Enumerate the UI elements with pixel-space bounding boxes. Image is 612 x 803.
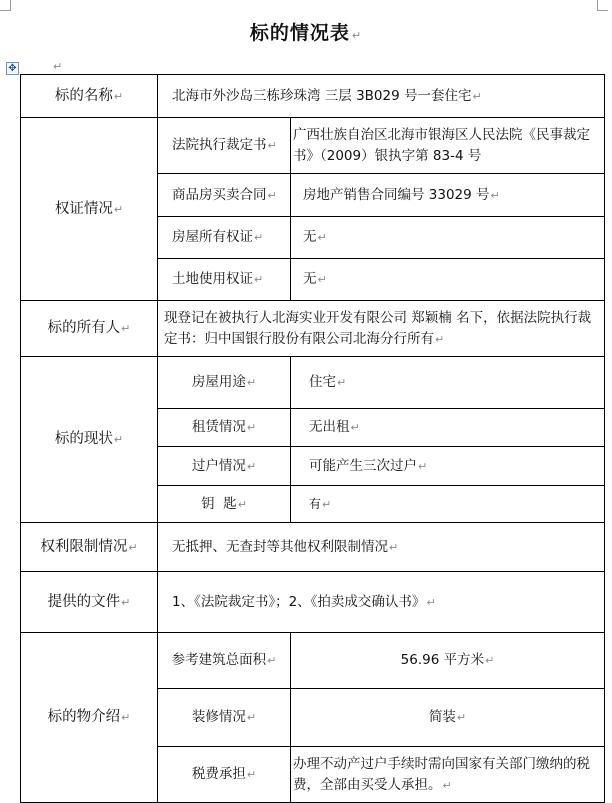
cert-item-label: 法院执行裁定书 [172, 137, 267, 153]
owner-value: 现登记在被执行人北海实业开发有限公司 郑颖楠 名下，依据法院执行裁定书：归中国银行股份有限公司北海分行所有 [164, 309, 592, 347]
owner-value-cell [158, 301, 605, 357]
cert-item-label: 房屋所有权证 [172, 229, 253, 245]
cert-item-value: 广西壮族自治区北海市银海区人民法院《民事裁定书》（2009）银执字第 83-4 号 [293, 126, 590, 164]
paragraph-mark: ↵ [418, 459, 428, 473]
status-item-label-cell [158, 447, 291, 486]
docs-value: 1、《法院裁定书》；2、《拍卖成交确认书》 [172, 593, 426, 610]
intro-item-value: 56.96 平方米 [400, 652, 485, 668]
table-move-handle-icon[interactable]: ✥ [6, 62, 19, 75]
cert-item-value: 房地产销售合同编号 33029 号 [303, 186, 490, 203]
name-value-cell [158, 75, 605, 118]
status-item-label: 钥 匙 [201, 495, 237, 512]
paragraph-mark: ↵ [337, 376, 347, 389]
name-label-cell [21, 75, 158, 118]
paragraph-mark: ↵ [254, 231, 264, 244]
crop-mark-top-left [0, 0, 11, 11]
paragraph-mark: ↵ [246, 711, 257, 724]
paragraph-mark: ↵ [267, 139, 277, 152]
paragraph-mark: ↵ [351, 29, 363, 42]
restriction-value: 无抵押、无查封等其他权利限制情况 [172, 538, 388, 555]
name-value: 北海市外沙岛三栋珍珠湾 三层 3B029 号一套住宅 [172, 87, 472, 104]
paragraph-mark: ↵ [442, 778, 452, 792]
paragraph-mark: ↵ [121, 711, 131, 724]
paragraph-mark: ↵ [113, 89, 124, 103]
paragraph-mark: ↵ [121, 595, 131, 609]
restriction-value-cell [158, 523, 605, 572]
table-row [21, 357, 605, 409]
intro-label: 标的物介绍 [47, 709, 121, 725]
cert-item-value: 无 [303, 271, 317, 287]
title-text: 标的情况表 [249, 22, 350, 44]
cert-item-value: 无 [303, 229, 317, 245]
status-item-value-cell [291, 409, 605, 447]
paragraph-mark: ↵ [267, 654, 277, 667]
cert-item-value-cell [291, 217, 605, 259]
intro-item-value-cell [291, 689, 605, 747]
status-item-label-cell [158, 409, 291, 447]
paragraph-mark: ↵ [121, 322, 131, 335]
paragraph-mark: ↵ [53, 60, 63, 73]
table-row [21, 633, 605, 689]
paragraph-mark: ↵ [322, 497, 332, 511]
status-item-value-cell [291, 486, 605, 523]
intro-item-label: 参考建筑总面积 [171, 652, 267, 668]
status-item-label: 过户情况 [191, 457, 246, 474]
table-row [21, 75, 605, 118]
status-label-cell [21, 357, 158, 523]
status-item-value-cell [291, 447, 605, 486]
property-info-table [20, 74, 605, 803]
name-label: 标的名称 [54, 87, 113, 104]
table-row [21, 572, 605, 633]
intro-item-label: 税费承担 [191, 766, 246, 782]
owner-label-cell [21, 301, 158, 357]
cert-item-value-cell [291, 118, 605, 174]
status-item-label: 租赁情况 [191, 419, 246, 435]
table-row [21, 301, 605, 357]
paragraph-mark: ↵ [317, 231, 327, 244]
status-item-value-cell [291, 357, 605, 409]
paragraph-mark: ↵ [246, 421, 257, 434]
status-item-value: 可能产生三次过户 [309, 457, 417, 474]
intro-item-label: 装修情况 [191, 709, 246, 725]
table-row [21, 523, 605, 572]
intro-item-value-cell [291, 633, 605, 689]
table-row [21, 118, 605, 174]
intro-item-label-cell [158, 633, 291, 689]
status-item-value: 有 [309, 496, 322, 511]
status-item-value: 无出租 [309, 419, 350, 435]
paragraph-mark: ↵ [426, 595, 436, 609]
restriction-label: 权利限制情况 [40, 538, 128, 555]
status-item-label: 房屋用途 [191, 374, 246, 390]
status-label: 标的现状 [54, 431, 113, 447]
cert-item-value-cell [291, 174, 605, 217]
paragraph-mark: ↵ [128, 540, 138, 554]
paragraph-mark: ↵ [246, 376, 257, 389]
cert-item-label-cell [158, 118, 291, 174]
intro-item-value: 简装 [428, 709, 456, 725]
paragraph-mark: ↵ [246, 768, 257, 781]
paragraph-mark: ↵ [113, 202, 124, 216]
intro-item-value: 办理不动产过户手续时需向国家有关部门缴纳的税费，全部由买受人承担。 [293, 755, 590, 793]
docs-label-cell [21, 572, 158, 633]
paragraph-mark: ↵ [485, 654, 495, 667]
paragraph-mark: ↵ [456, 711, 467, 724]
status-item-label-cell [158, 357, 291, 409]
cert-item-label-cell [158, 217, 291, 259]
paragraph-mark: ↵ [317, 273, 327, 286]
intro-item-label-cell [158, 689, 291, 747]
intro-item-value-cell [291, 747, 605, 803]
restriction-label-cell [21, 523, 158, 572]
intro-item-label-cell [158, 747, 291, 803]
page-title [0, 18, 612, 45]
cert-item-value-cell [291, 259, 605, 301]
paragraph-mark: ↵ [350, 421, 360, 434]
paragraph-mark: ↵ [267, 188, 277, 202]
owner-label: 标的所有人 [47, 320, 121, 336]
paragraph-mark: ↵ [472, 89, 482, 103]
paragraph-mark: ↵ [254, 273, 264, 286]
cert-item-label: 商品房买卖合同 [172, 186, 267, 203]
status-item-label-cell [158, 486, 291, 523]
paragraph-mark: ↵ [490, 188, 500, 202]
cert-item-label: 土地使用权证 [172, 271, 253, 287]
status-item-value: 住宅 [309, 374, 336, 390]
paragraph-mark: ↵ [113, 433, 124, 446]
cert-label: 权证情况 [54, 200, 113, 217]
paragraph-mark: ↵ [237, 497, 247, 511]
paragraph-mark: ↵ [435, 332, 445, 346]
crop-mark-top-right [597, 0, 608, 11]
cert-label-cell [21, 118, 158, 301]
docs-value-cell [158, 572, 605, 633]
cert-item-label-cell [158, 174, 291, 217]
intro-label-cell [21, 633, 158, 803]
cert-item-label-cell [158, 259, 291, 301]
paragraph-mark: ↵ [389, 540, 399, 554]
paragraph-mark: ↵ [246, 459, 257, 473]
docs-label: 提供的文件 [47, 593, 121, 610]
